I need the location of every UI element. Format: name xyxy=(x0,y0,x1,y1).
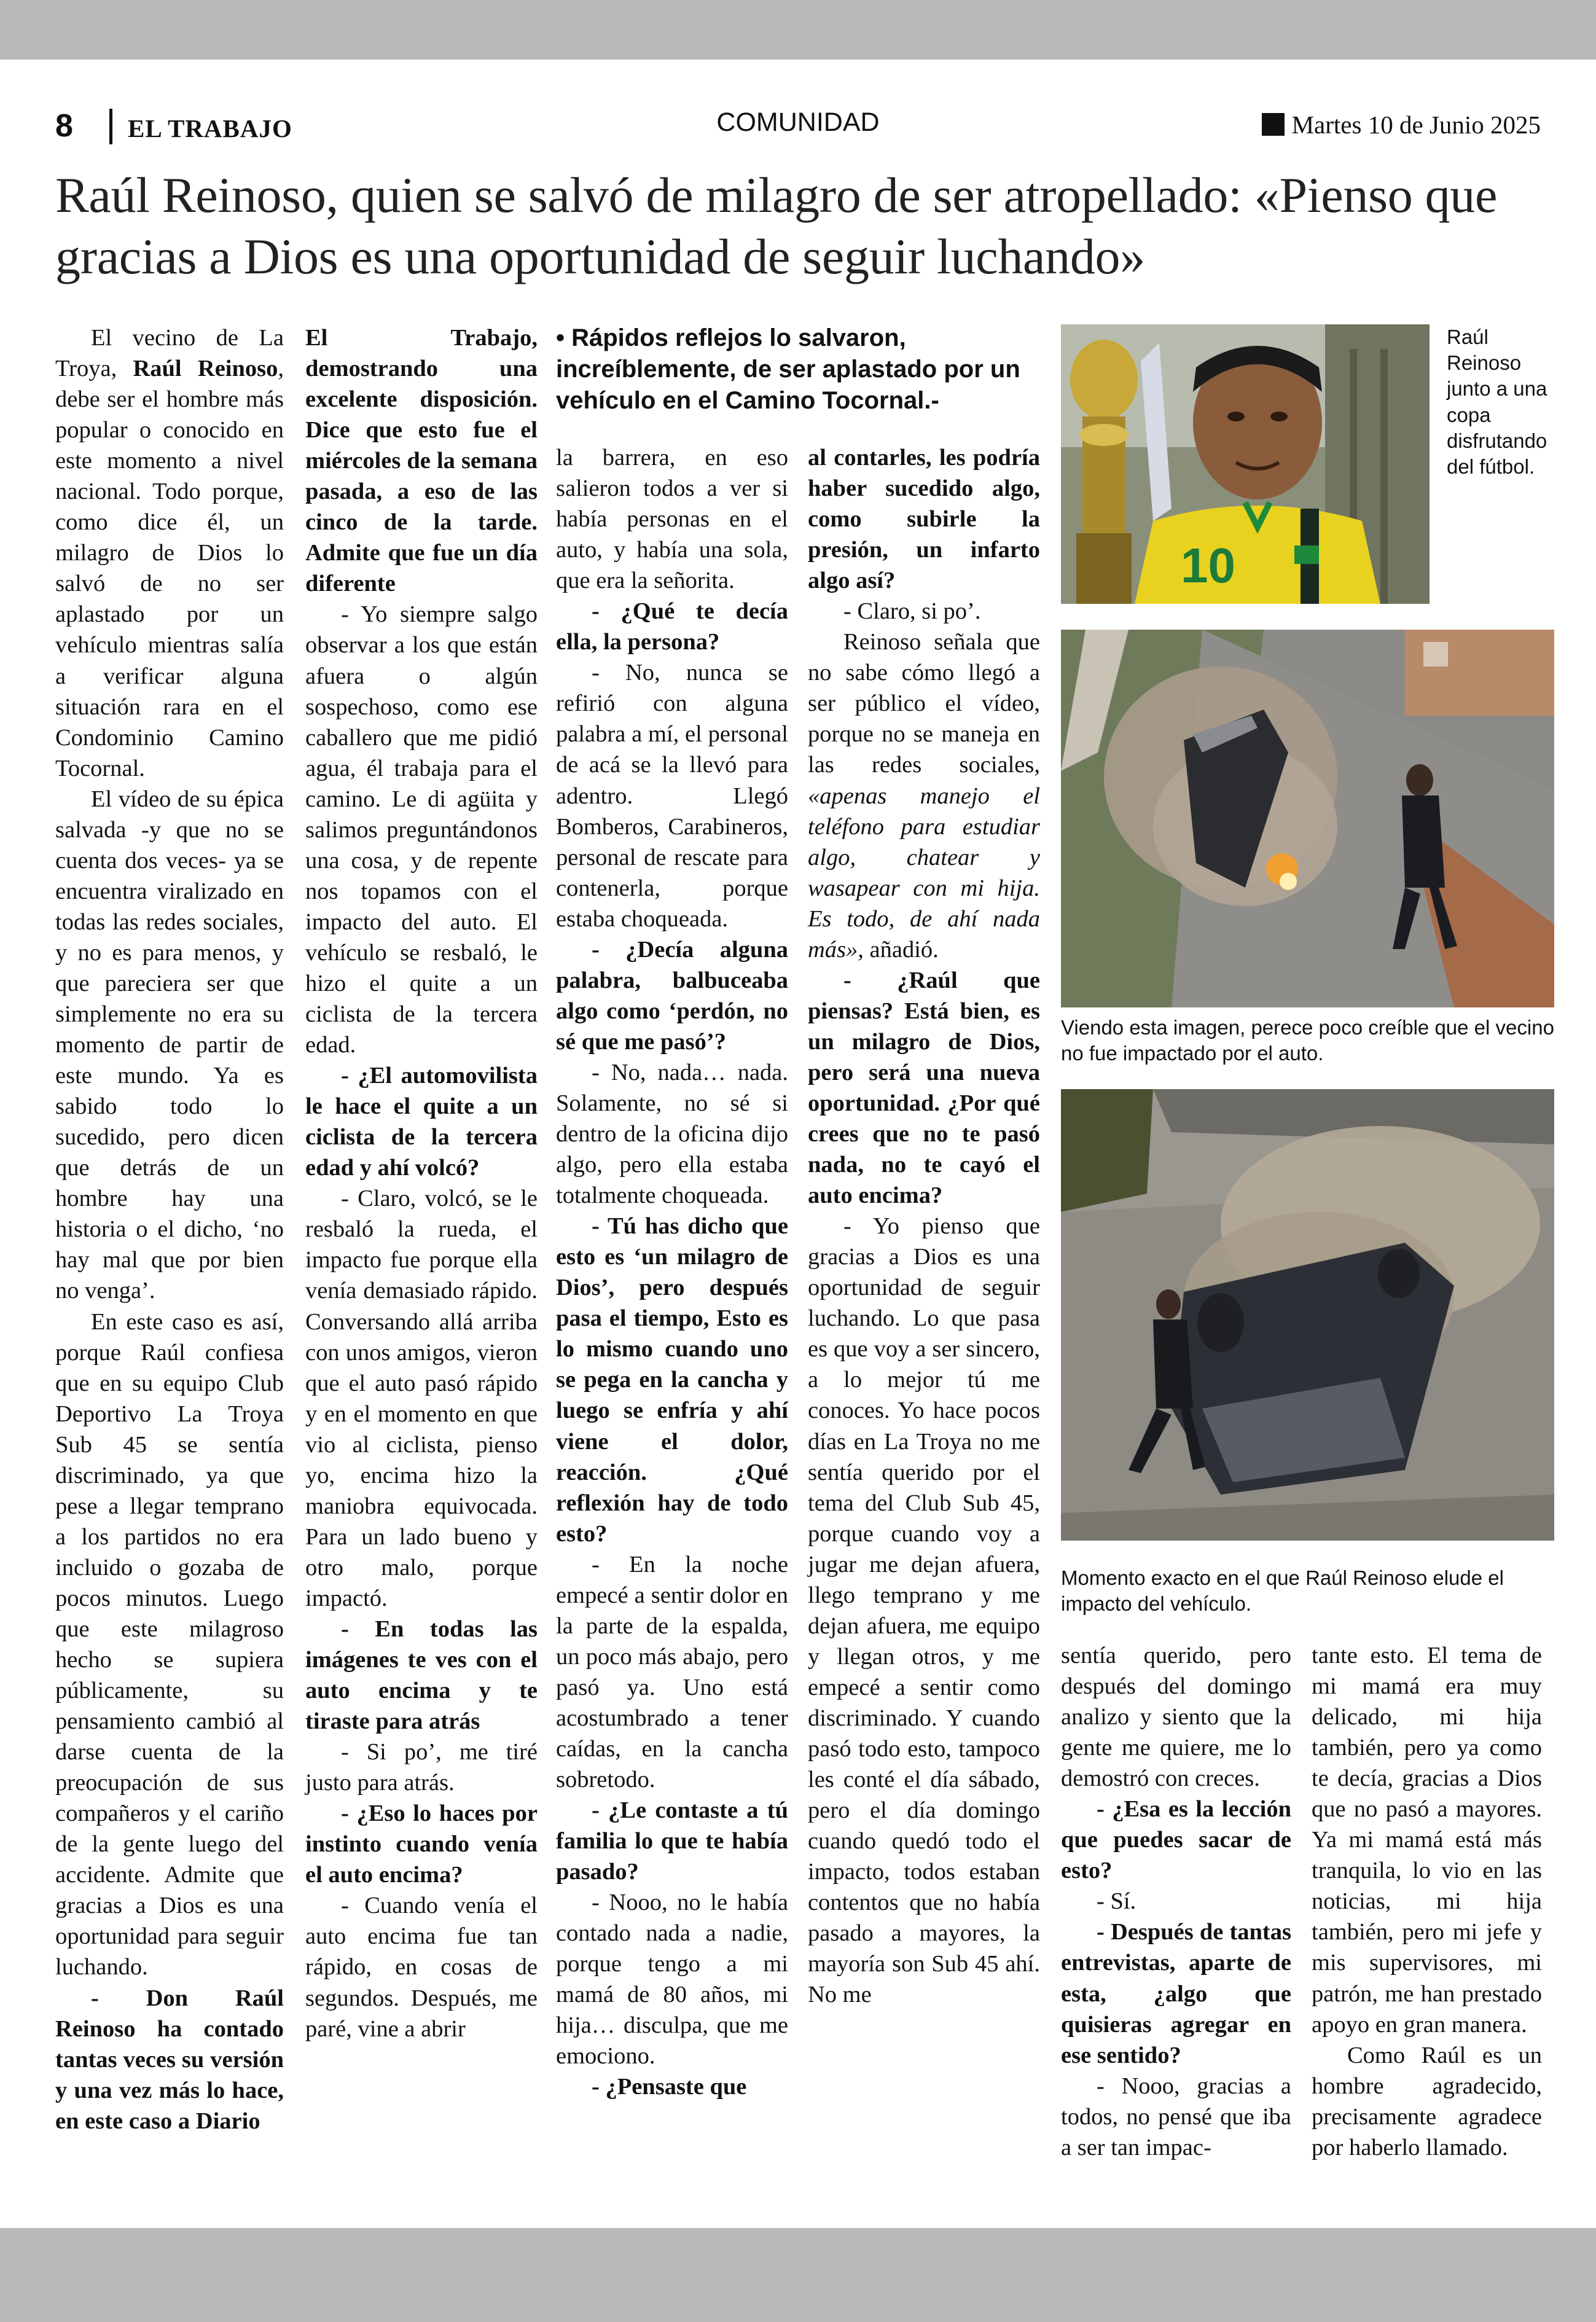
text-run: , añadió. xyxy=(858,936,939,963)
date-text: Martes 10 de Junio 2025 xyxy=(1291,111,1541,139)
question: - ¿Eso lo haces por instinto cuando venía el auto encima? xyxy=(305,1800,538,1888)
answer: - Claro, volcó, se le resbaló la rueda, el impacto fue porque ella venía demasiado rápido. Conversando allá arriba con unos amigos, vieron que el auto pasó rápido y en el momento en que vio al ciclista, pienso yo, encima hizo la maniobra equivocada. Para un lado bueno y otro malo, porque impactó. xyxy=(305,1186,538,1611)
question: - ¿Le contaste a tú familia lo que te había pasado? xyxy=(556,1797,788,1885)
portrait-photo-image xyxy=(1061,324,1430,604)
question: - ¿Esa es la lección que puedes sacar de esto? xyxy=(1061,1796,1291,1884)
question: - ¿El automovilista le hace el quite a un ciclista de la tercera edad y ahí volcó? xyxy=(305,1063,538,1181)
answer: - Nooo, no le había contado nada a nadie, porque tengo a mi mamá de 80 años, mi hija… disculpa, que me emociono. xyxy=(556,1890,788,2070)
text-run: Reinoso señala que no sabe cómo llegó a ser público el vídeo, porque no se maneja en las redes sociales, xyxy=(808,629,1040,778)
answer: - Claro, si po’. xyxy=(843,598,981,625)
scan-margin xyxy=(0,2228,1596,2322)
answer: - Yo pienso que gracias a Dios es una oportunidad de seguir luchando. Lo que pasa es que voy a ser sincero, a lo mejor tú me conoces. Yo hace pocos días en La Troya no me sentía querido por el tema del Club Sub 45, porque cuando voy a jugar me dejan afuera, llego temprano y me dejan afuera, me equipo y llegan otros, y me empecé a sentir como discriminado. Y cuando pasó todo esto, tampoco les conté el día sábado, pero el día domingo cuando quedó todo el impacto, todos estaban contentos que no había pasado a mayores, la mayoría son Sub 45 ahí. No me xyxy=(808,1213,1040,2008)
answer: - No, nunca se refirió con alguna palabra a mí, el personal de acá se la llevó para adentro. Llegó Bomberos, Carabineros, personal de rescate para contenerla, porque estaba choqueada. xyxy=(556,660,788,932)
square-bullet-icon xyxy=(1262,113,1285,136)
article-headline: Raúl Reinoso, quien se salvó de milagro de ser atropellado: «Pienso que gracias a Dios es una oportunidad de seguir luchando» xyxy=(55,167,1498,285)
question: - ¿Decía alguna palabra, balbuceaba algo como ‘perdón, no sé que me pasó’? xyxy=(556,936,788,1055)
answer: - No, nada… nada. Solamente, no sé si dentro de la oficina dijo algo, pero ella estaba totalmente choqueada. xyxy=(556,1059,788,1209)
quote: «apenas manejo el teléfono para estudiar algo, chatear y wasapear con mi hija. Es todo, de ahí nada más» xyxy=(808,783,1040,963)
answer: - Cuando venía el auto encima fue tan rápido, en cosas de segundos. Después, me paré, vine a abrir xyxy=(305,1893,538,2042)
paragraph xyxy=(55,322,284,784)
jersey-number: 10 xyxy=(1181,538,1235,593)
answer: - Si po’, me tiré justo para atrás. xyxy=(305,1739,538,1796)
crash-photo-1-caption: Viendo esta imagen, perece poco creíble que el vecino no fue impactado por el auto. xyxy=(1061,1016,1554,1065)
article-column-3 xyxy=(556,442,788,2103)
crash-photo-2-image xyxy=(1061,1089,1554,1541)
text-run: El vecino de La Troya, xyxy=(55,325,284,382)
question: - Don Raúl Reinoso ha contado tantas veces su versión y una vez más lo hace, en este caso a Diario xyxy=(55,1985,284,2134)
page-number: 8 xyxy=(55,108,73,144)
crash-photo-2 xyxy=(1061,1089,1554,1541)
text-run: , debe ser el hombre más popular o conocido en este momento a nivel nacional. Todo porque, como dice él, un milagro de Dios lo salvó de no ser aplastado por un vehículo mientras salía a verificar alguna situación rara en el Condominio Camino Tocornal. xyxy=(55,356,284,781)
question: - Después de tantas entrevistas, aparte de esta, ¿algo que quisieras agregar en ese sentido? xyxy=(1061,1919,1291,2068)
answer: - Nooo, gracias a todos, no pensé que iba a ser tan impac- xyxy=(1061,2073,1291,2160)
question: - ¿Pensaste que xyxy=(592,2074,747,2100)
question: - ¿Qué te decía ella, la persona? xyxy=(556,598,788,655)
portrait-photo xyxy=(1061,324,1430,604)
paragraph: En este caso es así, porque Raúl confiesa que en su equipo Club Deportivo La Troya Sub 45 se sentía discriminado, ya que pese a llegar temprano a los partidos no era incluido o gozaba de pocos minutos. Luego que este milagroso hecho se supiera públicamente, su pensamiento cambió al darse cuenta de la preocupación de sus compañeros y el cariño de la gente luego del accidente. Admite que gracias a Dios es una oportunidad para seguir luchando. xyxy=(55,1308,284,1980)
answer: la barrera, en eso salieron todos a ver si había personas en el auto, y había una sola, que era la señorita. xyxy=(556,445,788,594)
section-name: COMUNIDAD xyxy=(716,108,880,137)
publication-name: EL TRABAJO xyxy=(128,114,292,143)
question: - ¿Raúl que piensas? Está bien, es un milagro de Dios, pero será una nueva oportunidad. ¿Por qué crees que no te pasó nada, no te cayó el auto encima? xyxy=(808,967,1040,1209)
paragraph: El vídeo de su épica salvada -y que no se cuenta dos veces- ya se encuentra viralizado en todas las redes sociales, y no es para menos, y que pareciera ser que simplemente no era su momento de partir de este mundo. Ya es sabido todo lo sucedido, pero dicen que detrás de un hombre hay una historia o el dicho, ‘no hay mal que por bien no venga’. xyxy=(55,786,284,1304)
paragraph xyxy=(808,627,1040,965)
question: al contarles, les podría haber sucedido algo, como subirle la presión, un infarto algo así? xyxy=(808,445,1040,594)
article-column-1 xyxy=(55,322,284,2136)
crash-photo-2-caption: Momento exacto en el que Raúl Reinoso elude el impacto del vehículo. xyxy=(1061,1566,1504,1616)
person-name: Raúl Reinoso xyxy=(133,356,278,382)
article-column-4 xyxy=(808,442,1040,2010)
crash-photo-1 xyxy=(1061,630,1554,1007)
answer: tante esto. El tema de mi mamá era muy delicado, mi hija también, pero ya como te decía, gracias a Dios que no pasó a mayores. Ya mi mamá está más tranquila, lo vio en las noticias, mi hija también, pero mi jefe y mis supervisores, mi patrón, me han prestado apoyo en gran manera. xyxy=(1312,1643,1542,2038)
article-column-5 xyxy=(1061,1640,1291,2163)
question: - Tú has dicho que esto es ‘un milagro de Dios’, pero después pasa el tiempo, Esto es lo mismo cuando uno se pega en la cancha y luego se enfría y ahí viene el dolor, reacción. ¿Qué reflexión hay de todo esto? xyxy=(556,1213,788,1547)
answer: - En la noche empecé a sentir dolor en la parte de la espalda, un poco más abajo, pero pasó ya. Uno está acostumbrado a tener caídas, en la cancha sobretodo. xyxy=(556,1551,788,1793)
article-column-6 xyxy=(1312,1640,1542,2163)
crash-photo-1-image xyxy=(1061,630,1554,1007)
page-header xyxy=(55,108,1541,144)
paragraph: Como Raúl es un hombre agradecido, precisamente agradece por haberlo llamado. xyxy=(1312,2042,1542,2160)
question: - En todas las imágenes te ves con el auto encima y te tiraste para atrás xyxy=(305,1616,538,1735)
article-column-2 xyxy=(305,322,538,2044)
issue-date xyxy=(1262,110,1541,139)
portrait-caption: Raúl Reinoso junto a una copa disfrutando del fútbol. xyxy=(1447,326,1547,479)
answer: - Sí. xyxy=(1097,1888,1136,1915)
question: El Trabajo, demostrando una excelente disposición. Dice que esto fue el miércoles de la semana pasada, a eso de las cinco de la tarde. Admite que fue un día diferente xyxy=(305,325,538,597)
answer: - Yo siempre salgo observar a los que están afuera o algún sospechoso, como ese caballero que me pidió agua, él trabaja para el camino. Le di agüita y salimos preguntándonos una cosa, y de repente nos topamos con el impacto del auto. El vehículo se resbaló, le hizo el quite a un ciclista de la tercera edad. xyxy=(305,601,538,1058)
article-kicker: • Rápidos reflejos lo salvaron, increíblemente, de ser aplastado por un vehículo en el Camino Tocornal.- xyxy=(556,324,1020,415)
answer: sentía querido, pero después del domingo analizo y siento que la gente me quiere, me lo demostró con creces. xyxy=(1061,1643,1291,1792)
